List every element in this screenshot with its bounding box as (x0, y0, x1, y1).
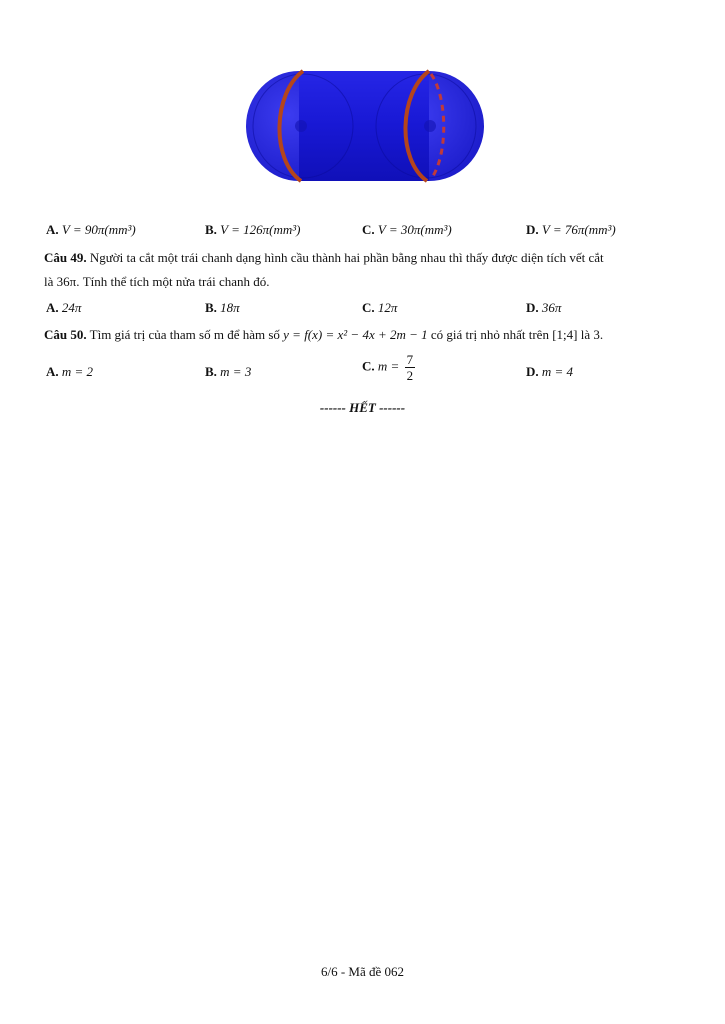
q50-option-c[interactable] (362, 352, 415, 383)
q48-option-b-label: B. (205, 222, 217, 237)
q49-option-d-value: 36π (541, 300, 562, 315)
q50-option-b[interactable] (205, 363, 251, 381)
cylinder-body (299, 71, 429, 181)
right-center-dot (424, 120, 436, 132)
q50-text-after: có giá trị nhỏ nhất trên [1;4] là 3. (430, 327, 604, 342)
q48-option-d-value: V = 76π(mm³) (541, 222, 616, 237)
q48-option-c-value: V = 30π(mm³) (377, 222, 452, 237)
q48-option-b-value: V = 126π(mm³) (220, 222, 301, 237)
q49-option-c[interactable] (362, 299, 397, 317)
q49-text-line2 (44, 273, 270, 291)
page-footer: 6/6 - Mã đề 062 (320, 964, 405, 979)
q48-option-b[interactable] (205, 221, 301, 239)
q49-option-b-label: B. (205, 300, 217, 315)
q50-option-d[interactable] (526, 363, 573, 381)
q50-option-c-denominator: 2 (406, 368, 414, 383)
q50-option-c-label: C. (362, 358, 375, 374)
q50-number: Câu 50. (44, 327, 87, 342)
end-marker: ------ HẾT ------ (319, 400, 406, 415)
q48-option-d[interactable] (526, 221, 616, 239)
q48-option-c[interactable] (362, 221, 452, 239)
q49-option-a-label: A. (46, 300, 59, 315)
q49-option-a-value: 24π (61, 300, 82, 315)
q48-option-a-label: A. (46, 222, 59, 237)
q50-option-a-value: m = 2 (61, 364, 94, 379)
q49-text-1: Người ta cắt một trái chanh dạng hình cầu thành hai phần bằng nhau thì thấy được diện tích vết cắt (89, 250, 604, 265)
q49-option-d-label: D. (526, 300, 539, 315)
q50-option-c-numerator: 7 (406, 352, 414, 367)
q49-option-d[interactable] (526, 299, 561, 317)
q50-formula: y = f(x) = x² − 4x + 2m − 1 (283, 327, 428, 342)
q49-option-a[interactable] (46, 299, 81, 317)
q48-option-c-label: C. (362, 222, 375, 237)
q48-option-a[interactable] (46, 221, 136, 239)
q49-option-c-value: 12π (377, 300, 398, 315)
q49-text-line1 (44, 249, 604, 267)
q50-option-b-label: B. (205, 364, 217, 379)
q48-option-d-label: D. (526, 222, 539, 237)
q50-text-before: Tìm giá trị của tham số m để hàm số (89, 327, 280, 342)
q49-option-c-label: C. (362, 300, 375, 315)
q49-option-b[interactable] (205, 299, 240, 317)
q50-option-b-value: m = 3 (220, 364, 252, 379)
q49-number: Câu 49. (44, 250, 87, 265)
q50-text (44, 326, 603, 344)
q50-option-c-fraction (405, 352, 416, 383)
q50-option-d-value: m = 4 (541, 364, 574, 379)
capsule-figure (243, 68, 488, 186)
left-center-dot (295, 120, 307, 132)
q50-option-a[interactable] (46, 363, 93, 381)
q50-option-a-label: A. (46, 364, 59, 379)
q50-option-c-prefix: m = (377, 358, 400, 374)
q50-option-d-label: D. (526, 364, 539, 379)
q49-option-b-value: 18π (220, 300, 240, 315)
q49-text-2: là 36π. Tính thể tích một nửa trái chanh đó. (44, 274, 270, 289)
q48-option-a-value: V = 90π(mm³) (61, 222, 136, 237)
